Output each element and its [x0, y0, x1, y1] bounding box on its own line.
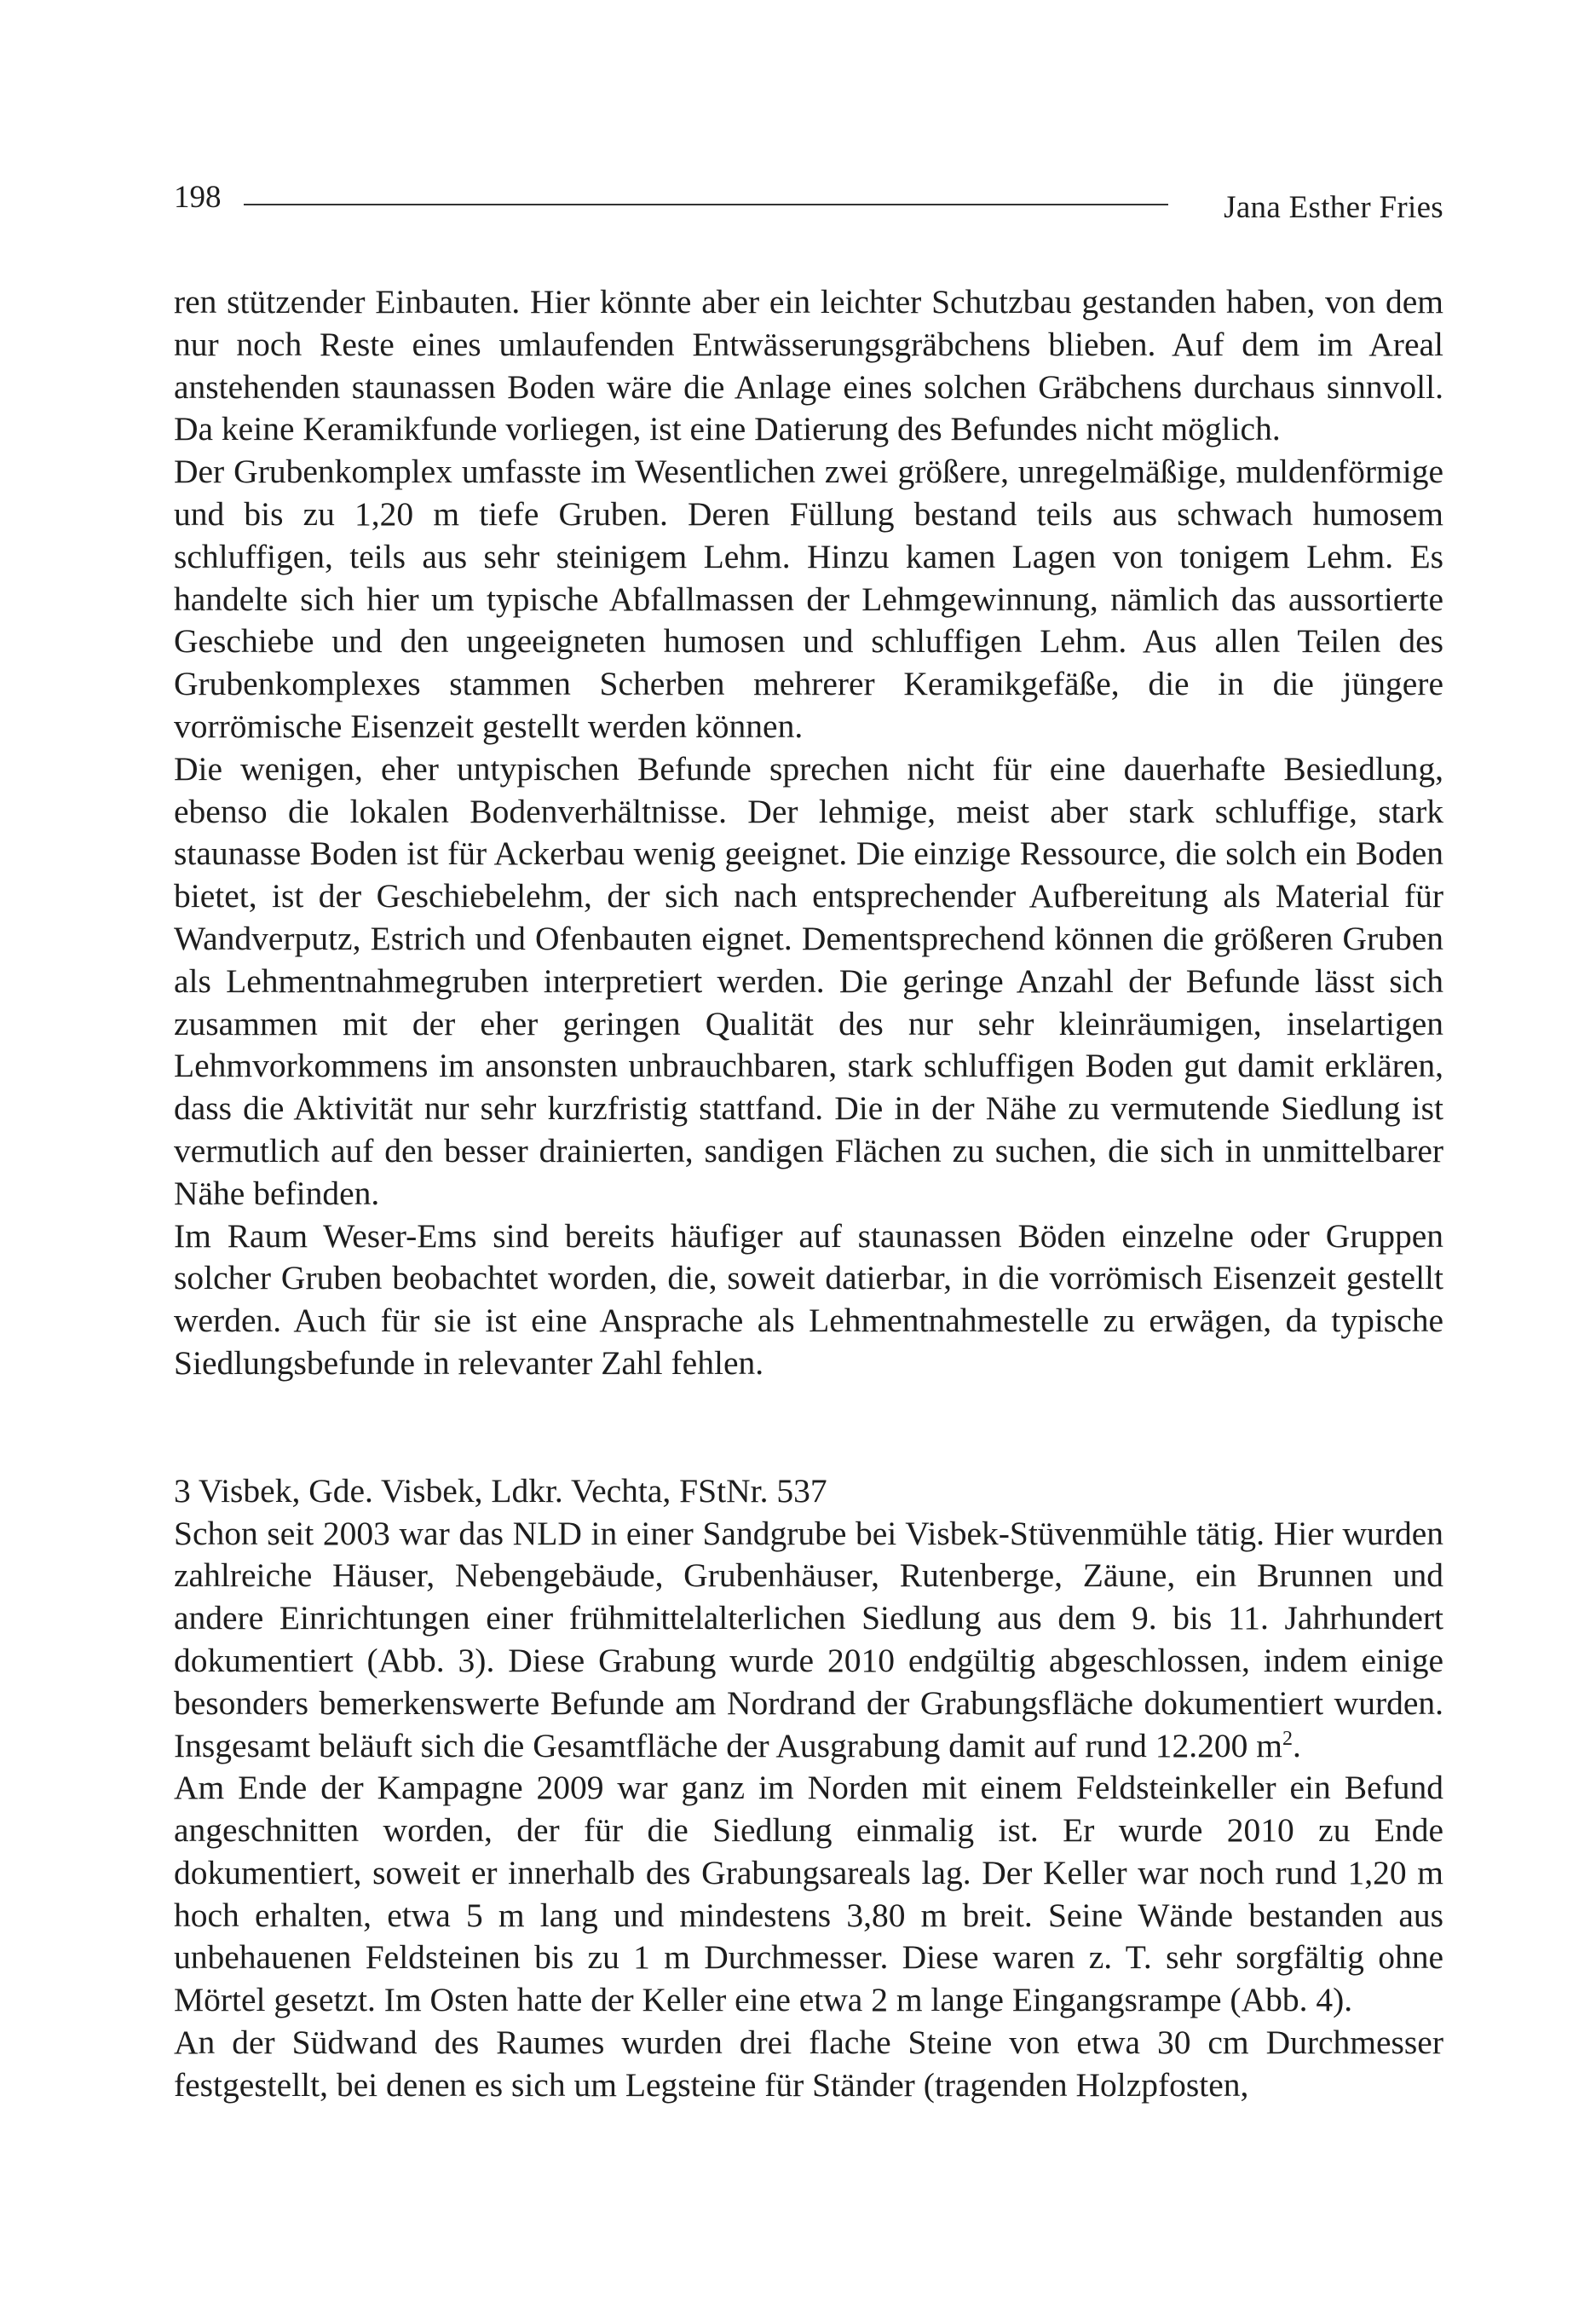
superscript: 2: [1282, 1727, 1293, 1750]
header-rule: [244, 204, 1168, 205]
body-text: [174, 281, 1443, 2107]
paragraph: ren stützender Einbauten. Hier könnte aber ein leichter Schutzbau gestanden haben, von dem nur noch Reste eines umlaufenden Entwässerungsgräbchens blieben. Auf dem im Areal anstehenden staunassen Boden wäre die Anlage eines solchen Gräbchens durchaus sinnvoll. Da keine Keramikfunde vorliegen, ist eine Datierung des Befundes nicht möglich.: [174, 283, 1443, 448]
paragraph: Die wenigen, eher untypischen Befunde sprechen nicht für eine dauerhafte Besiedlung, ebenso die lokalen Bodenverhältnisse. Der lehmige, meist aber stark schluffige, stark staunasse Boden ist für Ackerbau wenig geeignet. Die einzige Ressource, die solch ein Boden bietet, ist der Geschiebelehm, der sich nach entsprechender Aufbereitung als Material für Wandverputz, Estrich und Ofenbauten eignet. Dementsprechend können die größeren Gruben als Lehmentnahmegruben interpretiert werden. Die geringe Anzahl der Befunde lässt sich zusammen mit der eher geringen Qualität des nur sehr kleinräumigen, inselartigen Lehmvorkommens im ansonsten unbrauchbaren, stark schluffigen Boden gut damit erklären, dass die Aktivität nur sehr kurzfristig stattfand. Die in der Nähe zu vermutende Siedlung ist vermutlich auf den besser drainierten, sandigen Flächen zu suchen, die sich in unmittelbarer Nähe befinden.: [174, 749, 1443, 1212]
paragraph: Im Raum Weser-Ems sind bereits häufiger auf staunassen Böden einzelne oder Gruppen solcher Gruben beobachtet worden, die, soweit datierbar, in die vorrömisch Eisenzeit gestellt werden. Auch für sie ist eine Ansprache als Lehmentnahmestelle zu erwägen, da typische Siedlungsbefunde in relevanter Zahl fehlen.: [174, 1216, 1443, 1382]
section-heading: 3 Visbek, Gde. Visbek, Ldkr. Vechta, FStNr. 537: [174, 1471, 827, 1510]
running-head-author: Jana Esther Fries: [1224, 190, 1443, 225]
section-gap: [174, 1385, 1443, 1470]
paragraph: Der Grubenkomplex umfasste im Wesentlichen zwei größere, unregelmäßige, muldenförmige und bis zu 1,20 m tiefe Gruben. Deren Füllung bestand teils aus schwach humosem schluffigen, teils aus sehr steinigem Lehm. Hinzu kamen Lagen von tonigem Lehm. Es handelte sich hier um typische Abfallmassen der Lehmgewinnung, nämlich das aussortierte Geschiebe und den ungeeigneten humosen und schluffigen Lehm. Aus allen Teilen des Grubenkomplexes stammen Scherben mehrerer Keramikgefäße, die in die jüngere vorrömische Eisenzeit gestellt werden können.: [174, 453, 1443, 745]
paragraph: Am Ende der Kampagne 2009 war ganz im Norden mit einem Feldsteinkeller ein Befund angeschnitten worden, der für die Siedlung einmalig ist. Er wurde 2010 zu Ende dokumentiert, soweit er innerhalb des Grabungsareals lag. Der Keller war noch rund 1,20 m hoch erhalten, etwa 5 m lang und mindestens 3,80 m breit. Seine Wände bestanden aus unbehauenen Feldsteinen bis zu 1 m Durchmesser. Diese waren z. T. sehr sorgfältig ohne Mörtel gesetzt. Im Osten hatte der Keller eine etwa 2 m lange Eingangsrampe (Abb. 4).: [174, 1769, 1443, 2019]
paragraph-text: Schon seit 2003 war das NLD in einer Sandgrube bei Visbek-Stüvenmühle tätig. Hier wurden zahlreiche Häuser, Nebengebäude, Grubenhäuser, Rutenberge, Zäune, ein Brunnen und andere Einrichtungen einer frühmittelalterlichen Siedlung aus dem 9. bis 11. Jahrhundert dokumentiert (Abb. 3). Diese Grabung wurde 2010 endgültig abgeschlossen, indem einige besonders bemerkenswerte Befunde am Nordrand der Grabungsfläche dokumentiert wurden. Insgesamt beläuft sich die Gesamtfläche der Ausgrabung damit auf rund 12.200 m: [174, 1514, 1443, 1764]
page-number: 198: [174, 180, 222, 215]
paragraph: [174, 1513, 1443, 1768]
page-header: [174, 181, 1443, 232]
paragraph: An der Südwand des Raumes wurden drei flache Steine von etwa 30 cm Durchmesser festgestellt, bei denen es sich um Legsteine für Ständer (tragenden Holzpfosten,: [174, 2024, 1443, 2104]
paragraph-end: .: [1292, 1726, 1301, 1764]
